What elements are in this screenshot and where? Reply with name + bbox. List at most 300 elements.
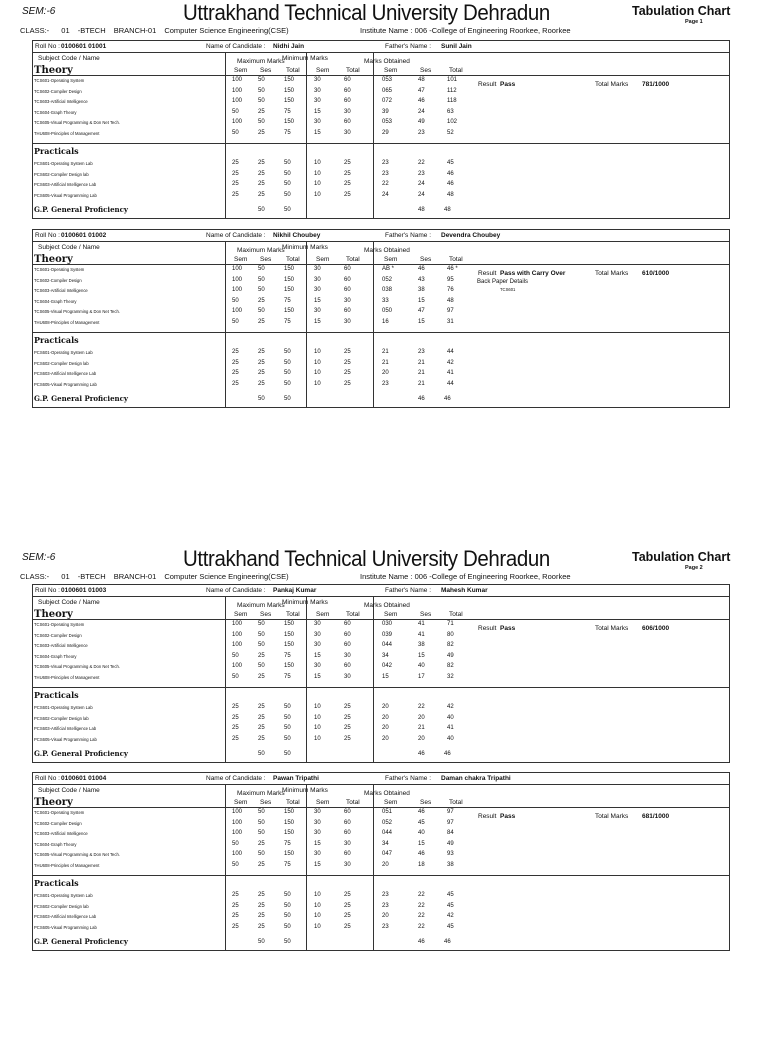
roll-number: 0100601 01001: [61, 43, 107, 50]
mark-cell: 50: [258, 851, 265, 857]
gp-label: G.P. General Proficiency: [34, 205, 128, 214]
mark-cell: 051: [382, 809, 393, 815]
mark-cell: 20: [382, 913, 389, 919]
mark-cell: 10: [314, 191, 321, 198]
mark-cell: 10: [314, 370, 321, 376]
mark-cell: 30: [344, 129, 351, 136]
mark-cell: 10: [314, 349, 321, 355]
mark-cell: 50: [284, 170, 291, 177]
gp-obt-ses: 46: [418, 396, 425, 402]
roll-number: 0100601 01003: [61, 587, 107, 594]
mark-cell: 34: [382, 840, 389, 847]
max-marks-header: Maximum Marks: [237, 602, 285, 609]
mark-cell: 60: [344, 851, 351, 857]
roll-label: Roll No :: [35, 587, 60, 594]
practicals-section: [33, 876, 729, 950]
mark-cell: 23: [382, 170, 389, 177]
mark-cell: 25: [344, 170, 351, 177]
subject-name: PCS605-Visual Programming Lab: [34, 736, 97, 742]
subject-name: TCS604-Graph Theory: [34, 298, 77, 304]
gp-obt-total: 46: [444, 751, 451, 757]
mark-cell: 100: [232, 642, 243, 648]
mark-cell: 25: [344, 191, 351, 198]
mark-cell: 38: [447, 861, 454, 868]
subject-header: Subject Code / Name: [38, 787, 100, 794]
subject-name: PCS601-Operating System Lab: [34, 350, 93, 355]
mark-cell: 24: [418, 191, 425, 198]
mark-cell: 75: [284, 129, 291, 136]
mark-cell: 25: [232, 349, 239, 355]
mark-cell: 25: [258, 913, 265, 919]
mark-cell: 60: [344, 642, 351, 648]
mark-cell: 29: [382, 129, 389, 136]
mark-cell: 50: [284, 359, 291, 366]
mark-cell: 30: [344, 297, 351, 304]
mark-cell: 39: [382, 108, 389, 115]
record-header: [33, 585, 729, 597]
mark-cell: 50: [258, 621, 265, 627]
mark-cell: 24: [418, 181, 425, 187]
mark-cell: 50: [284, 735, 291, 742]
mark-cell: 41: [418, 621, 425, 627]
subheader-sem: Sem: [384, 256, 398, 263]
subheader-ses: Ses: [420, 799, 432, 806]
mark-cell: 25: [232, 704, 239, 710]
subject-name: THU608-Principles of Management: [34, 674, 100, 680]
subheader-sem: Sem: [316, 67, 330, 74]
subject-name: PCS603-Artificial Intelligence Lab: [34, 371, 97, 376]
column-divider: [225, 242, 226, 332]
practicals-section: [33, 688, 729, 762]
mark-cell: 84: [447, 830, 454, 836]
subheader-total: Total: [286, 256, 300, 263]
mark-cell: 25: [258, 725, 265, 731]
mark-cell: 25: [258, 861, 265, 868]
mark-cell: 41: [418, 631, 425, 638]
subject-name: PCS601-Operating System Lab: [34, 893, 93, 898]
subheader-ses: Ses: [420, 256, 432, 263]
roll-number: 0100601 01002: [61, 232, 107, 239]
column-divider: [306, 144, 307, 218]
mark-cell: 93: [447, 851, 454, 857]
gp-label: G.P. General Proficiency: [34, 394, 128, 403]
total-marks-value: 610/1000: [642, 270, 670, 277]
mark-cell: 30: [344, 673, 351, 680]
name-label: Name of Candidate :: [206, 587, 266, 594]
mark-cell: 150: [284, 98, 295, 104]
column-divider: [306, 333, 307, 407]
subheader-ses: Ses: [260, 67, 272, 74]
mark-cell: 100: [232, 819, 243, 826]
student-record: [32, 584, 730, 763]
subject-name: PCS603-Artificial Intelligence Lab: [34, 726, 97, 731]
mark-cell: 25: [344, 160, 351, 166]
mark-cell: 100: [232, 830, 243, 836]
mark-cell: 21: [418, 725, 425, 731]
mark-cell: 42: [447, 704, 454, 710]
mark-cell: 10: [314, 181, 321, 187]
mark-cell: 71: [447, 621, 454, 627]
mark-cell: 25: [232, 181, 239, 187]
mark-cell: 30: [344, 861, 351, 868]
mark-cell: 25: [344, 902, 351, 909]
roll-number: 0100601 01004: [61, 775, 107, 782]
candidate-name: Pankaj Kumar: [273, 587, 317, 594]
mark-cell: 20: [418, 714, 425, 721]
mark-cell: 150: [284, 851, 295, 857]
subheader-total: Total: [449, 256, 463, 263]
mark-cell: 044: [382, 830, 393, 836]
mark-cell: 75: [284, 840, 291, 847]
mark-cell: 40: [447, 735, 454, 742]
column-divider: [373, 688, 374, 762]
subject-name: PCS602-Compiler Design lab: [34, 171, 89, 177]
mark-cell: 20: [382, 370, 389, 376]
gp-obt-ses: 46: [418, 939, 425, 945]
mark-cell: 22: [418, 892, 425, 898]
mark-cell: 10: [314, 704, 321, 710]
mark-cell: 60: [344, 308, 351, 314]
mark-cell: 82: [447, 642, 454, 648]
subject-name: TCS605-Visual Programming & Don Net Tech.: [34, 852, 120, 857]
mark-cell: 25: [258, 704, 265, 710]
column-divider: [225, 597, 226, 687]
mark-cell: 30: [314, 631, 321, 638]
subheader-sem: Sem: [234, 256, 248, 263]
column-divider: [373, 53, 374, 143]
subject-name: THU608-Principles of Management: [34, 130, 100, 136]
mark-cell: 30: [344, 108, 351, 115]
mark-cell: 50: [258, 266, 265, 272]
mark-cell: 100: [232, 621, 243, 627]
column-divider: [306, 597, 307, 687]
gp-max-ses: 50: [258, 207, 265, 213]
column-divider: [373, 597, 374, 687]
mark-cell: 25: [258, 108, 265, 115]
gp-obt-ses: 46: [418, 751, 425, 757]
mark-cell: 25: [258, 129, 265, 136]
mark-cell: 50: [284, 370, 291, 376]
mark-cell: 25: [258, 370, 265, 376]
father-label: Father's Name :: [385, 43, 432, 50]
mark-cell: 52: [447, 129, 454, 136]
mark-cell: 80: [447, 631, 454, 638]
mark-cell: 100: [232, 276, 243, 283]
mark-cell: 15: [314, 297, 321, 304]
mark-cell: 25: [344, 735, 351, 742]
father-name: Devendra Choubey: [441, 232, 501, 239]
subject-name: TCS603-Artificial Intelligence: [34, 99, 88, 104]
mark-cell: 50: [258, 98, 265, 104]
mark-cell: 25: [258, 673, 265, 680]
mark-cell: 21: [418, 380, 425, 387]
mark-cell: 30: [314, 77, 321, 83]
subheader-sem: Sem: [384, 799, 398, 806]
mark-cell: 25: [258, 318, 265, 325]
subject-name: TCS604-Graph Theory: [34, 653, 77, 659]
mark-cell: 30: [314, 308, 321, 314]
theory-section: [33, 785, 729, 876]
mark-cell: 30: [314, 287, 321, 293]
mark-cell: 050: [382, 308, 393, 314]
column-divider: [306, 876, 307, 950]
mark-cell: 31: [447, 318, 454, 325]
mark-cell: 17: [418, 673, 425, 680]
mark-cell: 21: [418, 359, 425, 366]
subheader-sem: Sem: [234, 611, 248, 618]
page-number: Page 1: [685, 19, 703, 25]
subject-header: Subject Code / Name: [38, 244, 100, 251]
subject-name: TCS603-Artificial Intelligence: [34, 831, 88, 836]
mark-cell: 50: [232, 652, 239, 659]
mark-cell: 38: [418, 287, 425, 293]
result-value: Pass with Carry Over: [500, 270, 566, 277]
mark-cell: 21: [382, 359, 389, 366]
mark-cell: 21: [418, 370, 425, 376]
subject-name: TCS602-Compiler Design: [34, 820, 82, 826]
mark-cell: 15: [314, 129, 321, 136]
gp-max-total: 50: [284, 396, 291, 402]
mark-cell: 20: [418, 735, 425, 742]
result-label: Result: [478, 270, 497, 277]
mark-cell: 46: [447, 170, 454, 177]
mark-cell: 44: [447, 380, 454, 387]
column-divider: [306, 53, 307, 143]
mark-cell: 50: [284, 181, 291, 187]
subject-name: TCS601-Operating System: [34, 78, 85, 83]
mark-cell: 20: [382, 714, 389, 721]
mark-cell: 60: [344, 663, 351, 669]
mark-cell: 15: [314, 673, 321, 680]
subheader-total: Total: [286, 611, 300, 618]
mark-cell: 50: [258, 119, 265, 125]
mark-cell: 150: [284, 809, 295, 815]
mark-cell: 100: [232, 77, 243, 83]
mark-cell: 50: [284, 380, 291, 387]
mark-cell: 47: [418, 87, 425, 94]
father-label: Father's Name :: [385, 232, 432, 239]
subject-name: TCS603-Artificial Intelligence: [34, 288, 88, 293]
subheader-sem: Sem: [234, 67, 248, 74]
subject-name: TCS601-Operating System: [34, 267, 85, 272]
mark-cell: 10: [314, 902, 321, 909]
mark-cell: 065: [382, 87, 393, 94]
column-divider: [373, 242, 374, 332]
mark-cell: 47: [418, 308, 425, 314]
mark-cell: 039: [382, 631, 393, 638]
mark-cell: 46: [418, 851, 425, 857]
mark-cell: 41: [447, 370, 454, 376]
mark-cell: 030: [382, 621, 393, 627]
mark-cell: 50: [258, 830, 265, 836]
mark-cell: 50: [232, 840, 239, 847]
back-paper-code: TCS601: [500, 287, 516, 292]
total-marks-label: Total Marks: [595, 813, 629, 820]
subheader-sem: Sem: [384, 67, 398, 74]
mark-cell: 95: [447, 276, 454, 283]
student-record: [32, 229, 730, 408]
total-marks-label: Total Marks: [595, 625, 629, 632]
theory-section: [33, 242, 729, 333]
mark-cell: 25: [344, 913, 351, 919]
mark-cell: 97: [447, 819, 454, 826]
subject-name: TCS602-Compiler Design: [34, 632, 82, 638]
subject-name: PCS602-Compiler Design lab: [34, 360, 89, 366]
mark-cell: 25: [258, 840, 265, 847]
mark-cell: 150: [284, 287, 295, 293]
mark-cell: 48: [447, 297, 454, 304]
mark-cell: 50: [232, 108, 239, 115]
mark-cell: 30: [314, 663, 321, 669]
column-divider: [373, 144, 374, 218]
mark-cell: 75: [284, 318, 291, 325]
column-divider: [225, 688, 226, 762]
mark-cell: 10: [314, 359, 321, 366]
class-line: CLASS:- 01 -BTECH BRANCH-01 Computer Science Engineering(CSE): [20, 572, 289, 581]
mark-cell: 25: [258, 714, 265, 721]
mark-cell: 60: [344, 266, 351, 272]
column-divider: [373, 876, 374, 950]
subject-name: TCS605-Visual Programming & Don Net Tech.: [34, 120, 120, 125]
column-divider: [225, 144, 226, 218]
mark-cell: 49: [418, 119, 425, 125]
subheader-ses: Ses: [420, 611, 432, 618]
mark-cell: 45: [418, 819, 425, 826]
mark-cell: 60: [344, 77, 351, 83]
subheader-sem: Sem: [316, 256, 330, 263]
sem-label: SEM:-6: [22, 552, 56, 563]
mark-cell: 50: [258, 819, 265, 826]
mark-cell: 34: [382, 652, 389, 659]
mark-cell: 30: [344, 840, 351, 847]
mark-cell: 25: [258, 359, 265, 366]
mark-cell: 50: [258, 642, 265, 648]
mark-cell: 50: [232, 318, 239, 325]
mark-cell: 18: [418, 861, 425, 868]
mark-cell: 100: [232, 87, 243, 94]
mark-cell: 97: [447, 308, 454, 314]
mark-cell: 40: [447, 714, 454, 721]
mark-cell: 32: [447, 673, 454, 680]
mark-cell: 21: [382, 349, 389, 355]
mark-cell: 100: [232, 809, 243, 815]
result-value: Pass: [500, 81, 516, 88]
mark-cell: 101: [447, 77, 458, 83]
total-marks-label: Total Marks: [595, 81, 629, 88]
mark-cell: 97: [447, 809, 454, 815]
mark-cell: 60: [344, 809, 351, 815]
mark-cell: 20: [382, 704, 389, 710]
mark-cell: 49: [447, 652, 454, 659]
mark-cell: 30: [314, 819, 321, 826]
mark-cell: 40: [418, 663, 425, 669]
mark-cell: 22: [382, 181, 389, 187]
mark-cell: 10: [314, 735, 321, 742]
name-label: Name of Candidate :: [206, 232, 266, 239]
mark-cell: 25: [344, 380, 351, 387]
father-name: Daman chakra Tripathi: [441, 775, 511, 782]
mark-cell: 15: [382, 673, 389, 680]
mark-cell: 150: [284, 308, 295, 314]
mark-cell: 38: [418, 642, 425, 648]
mark-cell: 75: [284, 861, 291, 868]
subheader-total: Total: [346, 799, 360, 806]
mark-cell: 150: [284, 621, 295, 627]
mark-cell: 50: [258, 308, 265, 314]
gp-max-ses: 50: [258, 396, 265, 402]
mark-cell: 60: [344, 621, 351, 627]
mark-cell: 50: [284, 923, 291, 930]
mark-cell: 25: [258, 923, 265, 930]
mark-cell: 102: [447, 119, 458, 125]
gp-obt-total: 46: [444, 396, 451, 402]
mark-cell: 22: [418, 160, 425, 166]
mark-cell: 23: [418, 129, 425, 136]
university-title: Uttrakhand Technical University Dehradun: [183, 0, 550, 25]
mark-cell: 63: [447, 108, 454, 115]
gp-obt-total: 46: [444, 939, 451, 945]
mark-cell: AB *: [382, 266, 395, 272]
mark-cell: 46: [418, 98, 425, 104]
mark-cell: 15: [314, 861, 321, 868]
mark-cell: 50: [258, 276, 265, 283]
mark-cell: 25: [258, 181, 265, 187]
mark-cell: 25: [232, 380, 239, 387]
father-label: Father's Name :: [385, 587, 432, 594]
mark-cell: 25: [232, 714, 239, 721]
mark-cell: 30: [344, 318, 351, 325]
subheader-total: Total: [449, 799, 463, 806]
mark-cell: 30: [314, 87, 321, 94]
mark-cell: 20: [382, 725, 389, 731]
mark-cell: 48: [418, 77, 425, 83]
mark-cell: 150: [284, 663, 295, 669]
candidate-name: Nidhi Jain: [273, 43, 305, 50]
page-number: Page 2: [685, 565, 703, 571]
subject-header: Subject Code / Name: [38, 55, 100, 62]
roll-label: Roll No :: [35, 232, 60, 239]
practicals-heading: Practicals: [34, 690, 79, 700]
mark-cell: 150: [284, 819, 295, 826]
mark-cell: 25: [258, 160, 265, 166]
back-paper-label: Back Paper Details: [477, 279, 529, 285]
mark-cell: 42: [447, 359, 454, 366]
mark-cell: 15: [418, 297, 425, 304]
mark-cell: 150: [284, 642, 295, 648]
subject-name: TCS602-Compiler Design: [34, 277, 82, 283]
mark-cell: 10: [314, 714, 321, 721]
mark-cell: 23: [382, 902, 389, 909]
mark-cell: 25: [344, 359, 351, 366]
subject-name: THU608-Principles of Management: [34, 319, 100, 325]
mark-cell: 150: [284, 87, 295, 94]
mark-cell: 50: [232, 673, 239, 680]
subject-name: PCS602-Compiler Design lab: [34, 715, 89, 721]
mark-cell: 50: [284, 892, 291, 898]
mark-cell: 24: [382, 191, 389, 198]
mark-cell: 45: [447, 902, 454, 909]
gp-max-total: 50: [284, 207, 291, 213]
page-1: [0, 0, 768, 500]
student-record: [32, 772, 730, 951]
theory-heading: Theory: [34, 609, 73, 620]
mark-cell: 150: [284, 276, 295, 283]
min-marks-header: Minimum Marks: [282, 787, 328, 794]
subheader-total: Total: [346, 67, 360, 74]
roll-label: Roll No :: [35, 43, 60, 50]
subheader-ses: Ses: [260, 611, 272, 618]
mark-cell: 10: [314, 913, 321, 919]
